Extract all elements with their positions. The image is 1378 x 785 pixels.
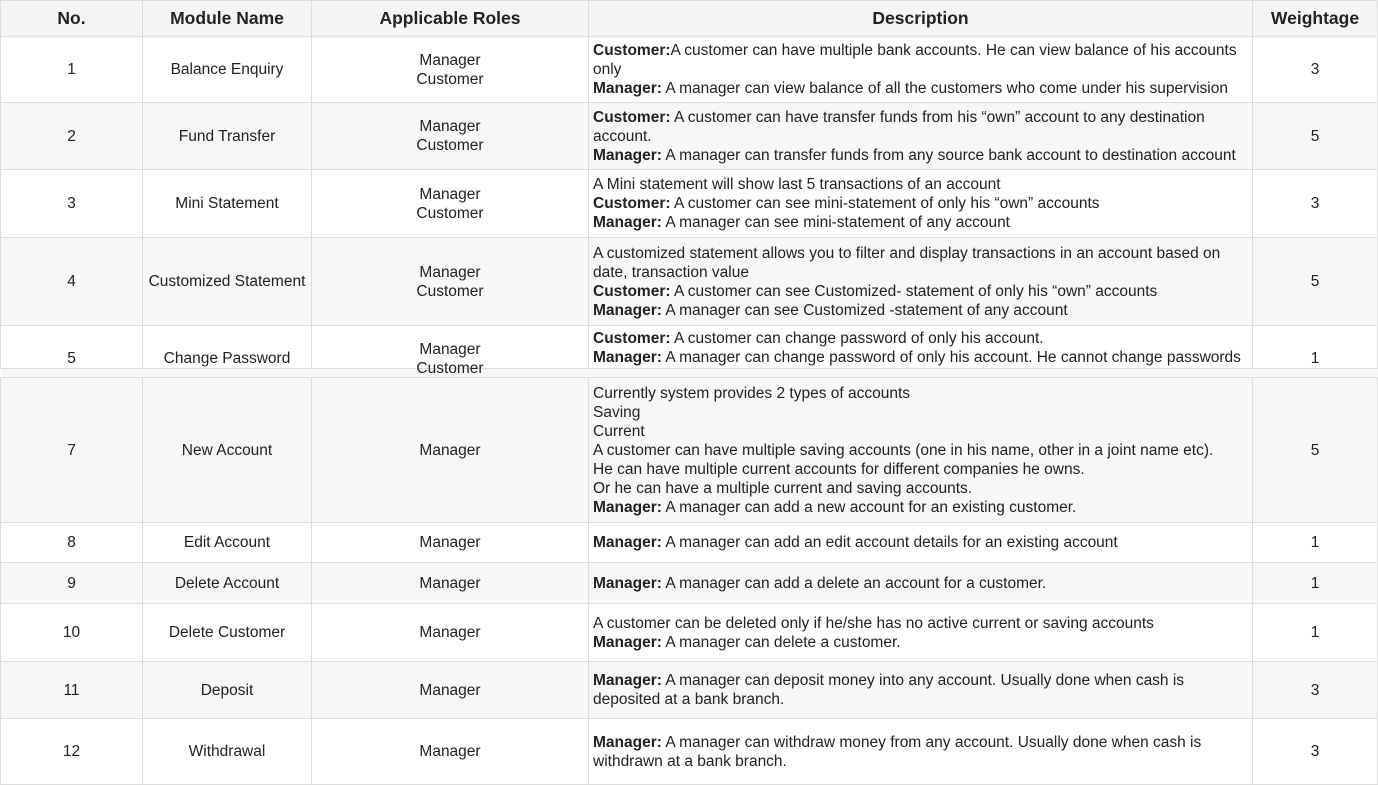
- description-line: [593, 733, 1248, 771]
- description-text: [593, 384, 1248, 517]
- module-name: Balance Enquiry: [170, 61, 284, 78]
- description-content: A Mini statement will show last 5 transactions of an account: [593, 176, 1001, 193]
- role-label: Customer:: [593, 330, 671, 347]
- cell-weightage: [1253, 719, 1378, 785]
- description-content: A customer can have multiple bank accounts. He can view balance of his accounts only: [593, 42, 1237, 78]
- description-content: A customer can have multiple saving accounts (one in his name, other in a joint name etc).: [593, 441, 1214, 459]
- row-number: 11: [63, 681, 80, 699]
- role-name: Manager: [419, 681, 481, 699]
- role-label: Manager:: [593, 574, 662, 592]
- description-line: [593, 79, 1248, 98]
- row-number: 12: [62, 743, 81, 760]
- description-line: [593, 498, 1248, 517]
- description-text: [593, 733, 1248, 771]
- cell-weightage: [1253, 238, 1378, 326]
- cell-description: [589, 563, 1253, 604]
- cell-no: [1, 326, 143, 369]
- weightage-value: 5: [1310, 273, 1320, 290]
- description-line: [593, 614, 1248, 633]
- roles-list: [316, 533, 584, 552]
- cell-description: [589, 378, 1253, 523]
- description-line: [593, 146, 1248, 165]
- cell-description: [589, 662, 1253, 719]
- role-label: Manager:: [593, 672, 662, 689]
- cell-no: [1, 662, 143, 719]
- cell-description: [589, 523, 1253, 563]
- module-name: Mini Statement: [175, 195, 279, 212]
- cell-no: [1, 378, 143, 523]
- weightage-value: 1: [1310, 624, 1320, 641]
- cell-applicable-roles: [312, 37, 589, 103]
- roles-list: [316, 742, 584, 761]
- cell-applicable-roles: [312, 238, 589, 326]
- description-line: [593, 194, 1248, 213]
- role-label: Manager:: [593, 733, 662, 751]
- description-line: [593, 422, 1248, 441]
- weightage-value: 3: [1310, 743, 1320, 760]
- cell-no: [1, 604, 143, 662]
- module-name: New Account: [181, 441, 273, 459]
- role-name: Customer: [416, 282, 484, 300]
- description-text: [593, 574, 1248, 593]
- cell-applicable-roles: [312, 662, 589, 719]
- description-content: A manager can deposit money into any account. Usually done when cash is deposited at a bank branch.: [593, 672, 1185, 708]
- description-content: Saving: [593, 403, 641, 421]
- description-text: [593, 671, 1248, 709]
- cell-weightage: [1253, 326, 1378, 369]
- description-line: [593, 479, 1248, 498]
- table-row: [1, 523, 1378, 563]
- cell-weightage: [1253, 662, 1378, 719]
- cell-description: [589, 170, 1253, 238]
- row-gap: [1, 369, 1378, 378]
- description-content: Or he can have a multiple current and saving accounts.: [593, 479, 973, 497]
- cell-module-name: [143, 719, 312, 785]
- role-name: Manager: [419, 624, 481, 641]
- cell-no: [1, 37, 143, 103]
- description-line: [593, 633, 1248, 652]
- row-number: 1: [67, 61, 76, 78]
- module-name: Delete Account: [174, 574, 280, 592]
- cell-no: [1, 103, 143, 170]
- description-text: [593, 329, 1248, 367]
- role-label: Customer:: [593, 282, 671, 300]
- cell-no: [1, 238, 143, 326]
- description-content: Current: [593, 422, 645, 440]
- module-name: Fund Transfer: [178, 127, 276, 145]
- header-no: No.: [1, 1, 143, 37]
- cell-description: [589, 37, 1253, 103]
- weightage-value: 1: [1310, 534, 1320, 551]
- table-row: [1, 37, 1378, 103]
- row-number: 8: [67, 534, 76, 551]
- description-content: A manager can add a delete an account for a customer.: [661, 574, 1047, 592]
- role-name: Manager: [419, 118, 481, 135]
- description-content: A manager can transfer funds from any source bank account to destination account: [661, 146, 1236, 164]
- roles-list: [316, 623, 584, 642]
- cell-applicable-roles: [312, 170, 589, 238]
- description-text: [593, 41, 1248, 98]
- cell-weightage: [1253, 37, 1378, 103]
- description-line: [593, 460, 1248, 479]
- cell-applicable-roles: [312, 563, 589, 604]
- table-row: [1, 719, 1378, 785]
- description-line: [593, 403, 1248, 422]
- roles-list: [316, 441, 584, 460]
- cell-module-name: [143, 523, 312, 563]
- roles-list: [316, 263, 584, 301]
- description-text: [593, 108, 1248, 165]
- cell-module-name: [143, 378, 312, 523]
- module-name: Edit Account: [183, 534, 271, 551]
- row-number: 9: [67, 574, 76, 592]
- description-line: [593, 41, 1248, 79]
- cell-no: [1, 523, 143, 563]
- description-content: A manager can add a new account for an existing customer.: [661, 498, 1077, 516]
- weightage-value: 5: [1310, 441, 1320, 459]
- role-name: Customer: [416, 204, 484, 222]
- description-line: [593, 329, 1248, 348]
- role-name: Customer: [416, 360, 484, 377]
- table-row: [1, 563, 1378, 604]
- cell-no: [1, 563, 143, 604]
- description-line: [593, 175, 1248, 194]
- role-name: Manager: [419, 185, 481, 203]
- description-content: A manager can add an edit account details for an existing account: [661, 534, 1118, 551]
- cell-module-name: [143, 103, 312, 170]
- cell-module-name: [143, 662, 312, 719]
- role-name: Customer: [416, 70, 484, 88]
- role-label: Manager:: [593, 80, 662, 97]
- description-content: A customer can change password of only his account.: [670, 330, 1044, 347]
- cell-description: [589, 326, 1253, 369]
- module-name: Customized Statement: [148, 273, 306, 290]
- description-content: A customer can have transfer funds from his “own” account to any destination account.: [593, 108, 1205, 145]
- role-label: Manager:: [593, 146, 662, 164]
- cell-applicable-roles: [312, 719, 589, 785]
- cell-module-name: [143, 563, 312, 604]
- table-row: [1, 378, 1378, 523]
- table-header-row: [1, 1, 1378, 37]
- cell-applicable-roles: [312, 604, 589, 662]
- role-label: Customer:: [593, 195, 671, 212]
- description-line: [593, 244, 1248, 282]
- table-row: [1, 170, 1378, 238]
- weightage-value: 1: [1310, 350, 1320, 367]
- cell-no: [1, 719, 143, 785]
- description-content: A manager can view balance of all the customers who come under his supervision: [661, 80, 1228, 97]
- role-label: Customer:: [593, 42, 671, 59]
- header-description: Description: [589, 1, 1253, 37]
- table-row: [1, 238, 1378, 326]
- description-text: [593, 244, 1248, 320]
- role-name: Customer: [416, 137, 484, 154]
- row-number: 3: [67, 195, 76, 212]
- description-content: A manager can see Customized -statement of any account: [661, 301, 1068, 319]
- table-row: [1, 326, 1378, 369]
- cell-description: [589, 719, 1253, 785]
- roles-list: [316, 117, 584, 155]
- roles-list: [316, 185, 584, 223]
- role-name: Manager: [419, 743, 481, 760]
- description-text: [593, 533, 1248, 552]
- description-text: [593, 175, 1248, 232]
- table-row: [1, 103, 1378, 170]
- header-applicable-roles: Applicable Roles: [312, 1, 589, 37]
- cell-description: [589, 238, 1253, 326]
- cell-module-name: [143, 37, 312, 103]
- description-line: [593, 671, 1248, 709]
- role-label: Manager:: [593, 633, 662, 651]
- cell-description: [589, 604, 1253, 662]
- role-name: Manager: [419, 441, 481, 459]
- table-row: [1, 604, 1378, 662]
- gap-cell: [1, 369, 1378, 378]
- role-label: Customer:: [593, 108, 671, 126]
- role-label: Manager:: [593, 534, 662, 551]
- cell-weightage: [1253, 103, 1378, 170]
- description-content: Currently system provides 2 types of accounts: [593, 384, 911, 402]
- cell-applicable-roles: [312, 378, 589, 523]
- cell-applicable-roles: [312, 326, 589, 377]
- cell-module-name: [143, 238, 312, 326]
- cell-applicable-roles: [312, 523, 589, 563]
- description-line: [593, 108, 1248, 146]
- role-name: Manager: [419, 534, 481, 551]
- row-number: 4: [67, 273, 76, 290]
- weightage-value: 3: [1310, 681, 1320, 699]
- roles-list: [316, 51, 584, 89]
- module-name: Change Password: [163, 350, 291, 367]
- description-line: [593, 213, 1248, 232]
- description-content: A customer can see mini-statement of only his “own” accounts: [670, 195, 1100, 212]
- description-line: [593, 533, 1248, 552]
- description-content: A manager can withdraw money from any account. Usually done when cash is withdrawn at a bank branch.: [593, 733, 1202, 770]
- description-line: [593, 348, 1248, 367]
- module-name: Deposit: [200, 681, 254, 699]
- description-line: [593, 441, 1248, 460]
- role-label: Manager:: [593, 349, 662, 366]
- header-module-name: Module Name: [143, 1, 312, 37]
- description-content: A manager can delete a customer.: [661, 633, 901, 651]
- description-line: [593, 384, 1248, 403]
- row-number: 7: [67, 441, 76, 459]
- role-label: Manager:: [593, 498, 662, 516]
- table-row: [1, 662, 1378, 719]
- weightage-value: 3: [1310, 195, 1320, 212]
- module-name: Withdrawal: [188, 743, 266, 760]
- description-line: [593, 574, 1248, 593]
- cell-weightage: [1253, 604, 1378, 662]
- cell-module-name: [143, 326, 312, 369]
- role-name: Manager: [419, 341, 481, 358]
- description-content: He can have multiple current accounts for different companies he owns.: [593, 460, 1085, 478]
- row-number: 10: [62, 624, 81, 641]
- cell-weightage: [1253, 170, 1378, 238]
- role-name: Manager: [419, 51, 481, 69]
- role-label: Manager:: [593, 301, 662, 319]
- cell-module-name: [143, 604, 312, 662]
- description-content: A customer can be deleted only if he/she has no active current or saving accounts: [593, 614, 1154, 632]
- description-content: A manager can change password of only his account. He cannot change passwords: [661, 349, 1241, 366]
- cell-applicable-roles: [312, 103, 589, 170]
- description-content: A customized statement allows you to filter and display transactions in an account based on date, transaction value: [593, 244, 1221, 281]
- row-number: 2: [67, 127, 76, 145]
- role-name: Manager: [419, 574, 481, 592]
- cell-weightage: [1253, 563, 1378, 604]
- cell-weightage: [1253, 523, 1378, 563]
- module-name: Delete Customer: [168, 624, 286, 641]
- role-label: Manager:: [593, 214, 662, 231]
- cell-weightage: [1253, 378, 1378, 523]
- description-line: [593, 301, 1248, 320]
- description-content: A customer can see Customized- statement of only his “own” accounts: [670, 282, 1158, 300]
- header-weightage: Weightage: [1253, 1, 1378, 37]
- cell-description: [589, 103, 1253, 170]
- roles-list: [316, 681, 584, 700]
- weightage-value: 1: [1310, 574, 1320, 592]
- roles-list: [316, 574, 584, 593]
- role-name: Manager: [419, 263, 481, 281]
- description-content: A manager can see mini-statement of any account: [661, 214, 1010, 231]
- weightage-value: 3: [1310, 61, 1320, 78]
- cell-module-name: [143, 170, 312, 238]
- weightage-value: 5: [1310, 127, 1320, 145]
- row-number: 5: [67, 350, 76, 367]
- description-text: [593, 614, 1248, 652]
- cell-no: [1, 170, 143, 238]
- description-line: [593, 282, 1248, 301]
